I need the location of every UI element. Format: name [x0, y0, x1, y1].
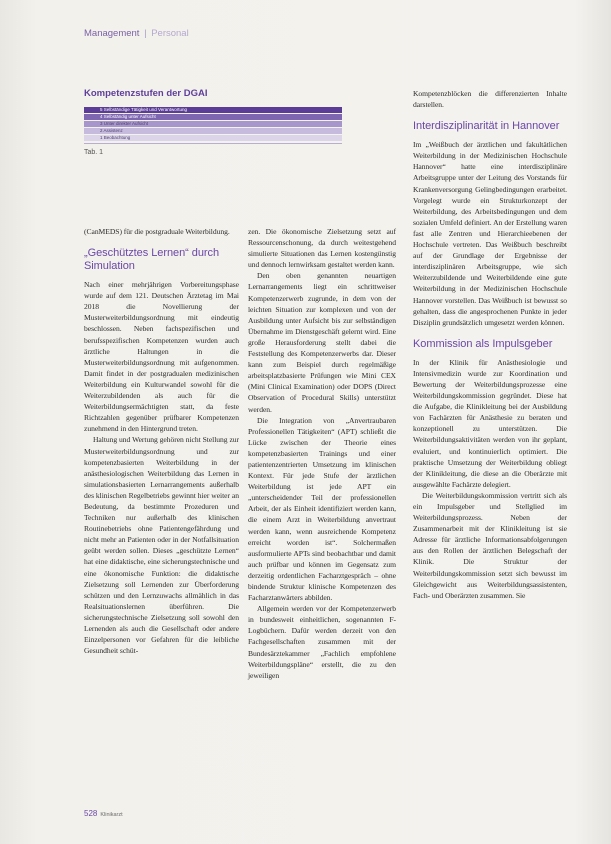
level-row: 2 Assistenz — [84, 128, 342, 134]
figure-label: Tab. 1 — [84, 149, 104, 156]
level-row: 3 Unter direkter Aufsicht — [84, 121, 342, 127]
section-heading: Kommission als Impulsgeber — [413, 337, 553, 350]
levels-table — [84, 107, 342, 141]
section-header — [84, 28, 189, 39]
figure-title: Kompetenzstufen der DGAI — [84, 88, 208, 99]
section-heading: Interdisziplinarität in Hannover — [413, 120, 560, 133]
paragraph: Die Weiterbildungskommission vertritt sich als ein Impulsgeber und Stellglied im Weiterbildungsprozess. Neben der Zusammenarbeit mit der Klinikleitung ist sie Adresse für ärztliche Informationsabfolgerungen aus den Rollen der ärztlichen Belegschaft der Klinik. Die Struktur der Weiterbildungskommission setzt sich bewusst im Gleichgewicht aus Weiterbildungsassistenten, Fach- und Oberärzten zusammen. Sie — [413, 490, 567, 600]
text-column-1 — [84, 226, 239, 656]
figure-divider — [84, 143, 342, 144]
paragraph: Im „Weißbuch der ärztlichen und fakultätlichen Weiterbildung in der Medizinischen Hochschule Hannover“ hatte eine interdisziplinäre Arbeitsgruppe unter der Leitung des Vorstands für Krankenversorgung Gelingbedingungen erarbeitet. Vorgelegt wurde ein Strukturkonzept der Weiterbildung, des Arbeitsbedingungen und dem sozialen Umfeld definiert. An der Erstellung waren fast alle Zentren und Hierarchieebenen der Hochschule vertreten. Das Weißbuch beschreibt auf der Grundlage der Ergebnisse der interdisziplinären Arbeitsgruppe, wie sich Weiterzubildende und Weiterbildende eine gute Weiterbildung in der Medizinischen Hochschule Hannover vorstellen. Das Weißbuch ist bewusst so gehalten, dass die angesprochenen Punkte in jeder Disziplin grundsätzlich umgesetzt werden können. — [413, 140, 567, 327]
level-row: 1 Beobachtung — [84, 135, 342, 141]
subsection-label: Personal — [151, 28, 189, 39]
paragraph: Die Integration von „Anvertraubaren Professionellen Tätigkeiten“ (APT) schließt die Lücke zwischen der Theorie eines kompetenzbasierten Trainings und einer patientenzentrierten Umsetzung im klinischen Kontext. Für jede Stufe der ärztlichen Weiterbildung ist jede APT ein „unterscheidender Teil der professionellen Arbeit, der als Einheit identifiziert werden kann, die einem Arzt in Weiterbildung anvertraut werden kann, wenn ausreichende Kompetenz erreicht worden ist“. Solchermaßen ausformulierte APTs sind beobachtbar und damit auch prüfbar und können im Gegensatz zum derzeitig ordentlichen Facharztgespräch – ohne bindende Struktur klinische Kompetenzen des Facharztanwärters abbilden. — [248, 415, 396, 603]
paragraph: Den oben genannten neuartigen Lernarrangements liegt ein schrittweiser Kompetenzerwerb zugrunde, in dem von der leichten Situation zur komplexen und von der Ausbildung unter Aufsicht bis zur selbständigen Übernahme im Dienstgeschäft gelernt wird. Eine große Herausforderung stellt dabei die Feststellung des Kompetenzerwerbs dar. Dieser kann zum Beispiel durch regelmäßige arbeitsplatzbasierte Prüfungen wie Mini CEX (Mini Clinical Examination) oder DOPS (Direct Observation of Procedural Skills) unterstützt werden. — [248, 271, 396, 414]
paragraph: Allgemein werden vor der Kompetenzerwerb in bundesweit einheitlichen, sogenannten F-Logbüchern. Dafür werden derzeit von den Fachgesellschaften zusammen mit der Bundesärztekammer „Fachlich empfohlene Weiterbildungspläne“ erstellt, die zu den jeweiligen — [248, 604, 396, 680]
section-label: Management — [84, 28, 140, 39]
page-number: 528 — [84, 809, 98, 818]
text-column-2 — [248, 226, 396, 681]
paragraph: Haltung und Wertung gehören nicht Stellung zur Musterweiterbildungsordnung und zur kompetenzbasierten Weiterbildung in der anästhesiologischen Weiterbildung das Lernen in simulationsbasierten Lernarrangements außerhalb des klinischen Regelbetriebs gewinnt hier weiter an Bedeutung, da bestimmte Prozeduren und Techniken nur außerhalb des klinischen Routinebetriebs ohne Patientengefährdung und nicht mehr an Patienten oder in der Notfallsituation geübt werden sollen. Dieses „geschützte Lernen“ hat eine didaktische, eine sicherungstechnische und eine ökonomische Funktion: die didaktische Zielsetzung soll Lernenden zur Überforderung schützen und den Lernzuwachs allmählich in das Realsituationslernen überführen. Die sicherungstechnische Zielsetzung soll sowohl den Lernenden als auch die Gesellschaft oder andere Einzelpersonen vor Gefahren für die leibliche Gesundheit schüt- — [84, 435, 239, 656]
level-row: 5 Selbständige Tätigkeit und Verantwortung — [84, 107, 342, 113]
paragraph: Nach einer mehrjährigen Vorbereitungsphase wurde auf dem 121. Deutschen Ärztetag im Mai 2018 die Novellierung der Musterweiterbildungsordnung mit eindeutig beschlossen. Neben fachspezifischen und berufsspezifischen Kompetenzen wurden auch ärztliche Haltungen in die Musterweiterbildungsordnung mit aufgenommen. Damit findet in der postgradualen medizinischen Weiterbildung ein Kulturwandel sowohl für die Weiterzubildenden als auch für die Weiterbildungsermächtigten statt, da feste Richtzahlen gegenüber prüfbarer Kompetenzen zunehmend in den Hintergrund treten. — [84, 280, 239, 434]
header-separator: | — [141, 28, 150, 39]
paragraph: In der Klinik für Anästhesiologie und Intensivmedizin wurde zur Koordination und Bewertung der Weiterbildungsprozesse eine Weiterbildungskommission gegründet. Diese hat die Aufgabe, die Klinikleitung bei der Ausbildung von Fachärzten für Anästhesie zu beraten und konzeptionell zu unterstützen. Die Weiterbildungsaktivitäten werden von ihr geplant, evaluiert, und kontinuierlich optimiert. Die praktische Umsetzung der Weiterbildung obliegt der Klinikleitung, die diese an die Oberärzte mit ausgewählte Fachärzte delegiert. — [413, 357, 567, 489]
paragraph: zen. Die ökonomische Zielsetzung setzt auf Ressourcenschonung, da durch weitestgehend simulierte Situationen das Lernen kostengünstig und dennoch lernwirksam gestaltet werden kann. — [248, 227, 396, 270]
paragraph: (CanMEDS) für die postgraduale Weiterbildung. — [84, 227, 230, 236]
competence-levels-figure — [84, 88, 344, 156]
paragraph: Kompetenzblöcken die differenzierten Inhalte darstellen. — [413, 89, 567, 110]
page-footer — [84, 809, 123, 818]
section-heading: „Geschütztes Lernen“ durch Simulation — [84, 247, 220, 273]
text-column-3 — [413, 88, 567, 601]
journal-name: Klinikarzt — [100, 812, 123, 818]
level-row: 4 Selbständig unter Aufsicht — [84, 114, 342, 120]
